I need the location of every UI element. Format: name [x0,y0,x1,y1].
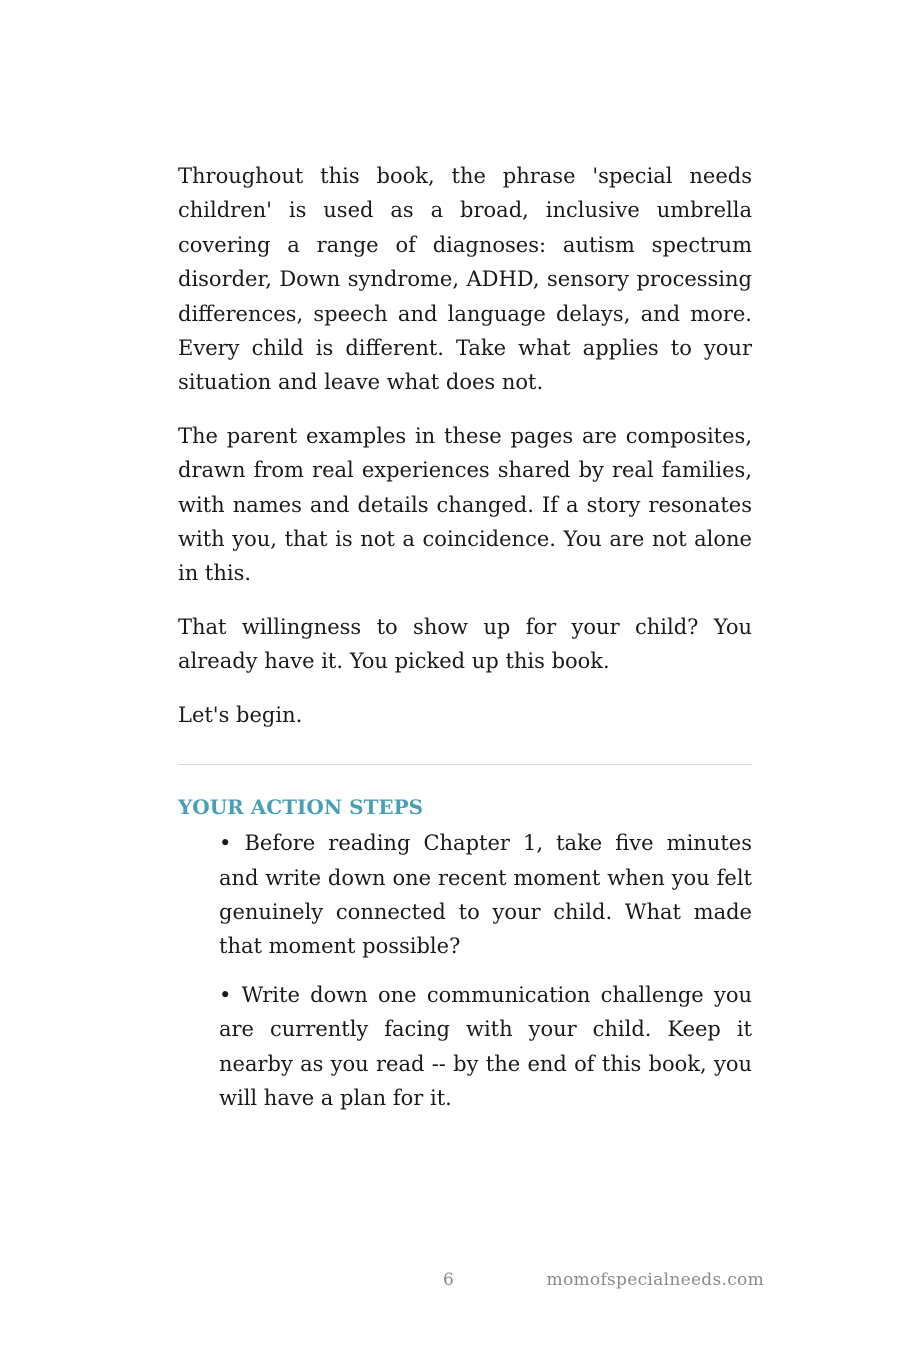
action-step-item: • Before reading Chapter 1, take five minutes and write down one recent moment when you felt genuinely connected to your child. What made that moment possible? [219,831,752,959]
body-paragraph: Throughout this book, the phrase 'special needs children' is used as a broad, inclusive umbrella covering a range of diagnoses: autism spectrum disorder, Down syndrome, ADHD, sensory processing differences, speech and language delays, and more. Every child is different. Take what applies to your situation and leave what does not. [178,164,752,395]
action-steps-list [178,826,752,1115]
page-content [178,159,752,1129]
page-number: 6 [443,1270,454,1290]
action-steps-heading: YOUR ACTION STEPS [178,795,424,820]
body-paragraph: The parent examples in these pages are composites, drawn from real experiences shared by real families, with names and details changed. If a story resonates with you, that is not a coincidence. You are not alone in this. [178,423,752,586]
action-step-item: • Write down one communication challenge you are currently facing with your child. Keep it nearby as you read -- by the end of this book, you will have a plan for it. [219,982,752,1110]
body-paragraph: Let's begin. [178,702,303,727]
section-divider [178,764,752,765]
page-footer [0,1270,900,1294]
footer-site-url: momofspecialneeds.com [546,1270,764,1290]
action-steps-section [178,792,752,1115]
body-paragraph: That willingness to show up for your child? You already have it. You picked up this book. [178,614,752,674]
